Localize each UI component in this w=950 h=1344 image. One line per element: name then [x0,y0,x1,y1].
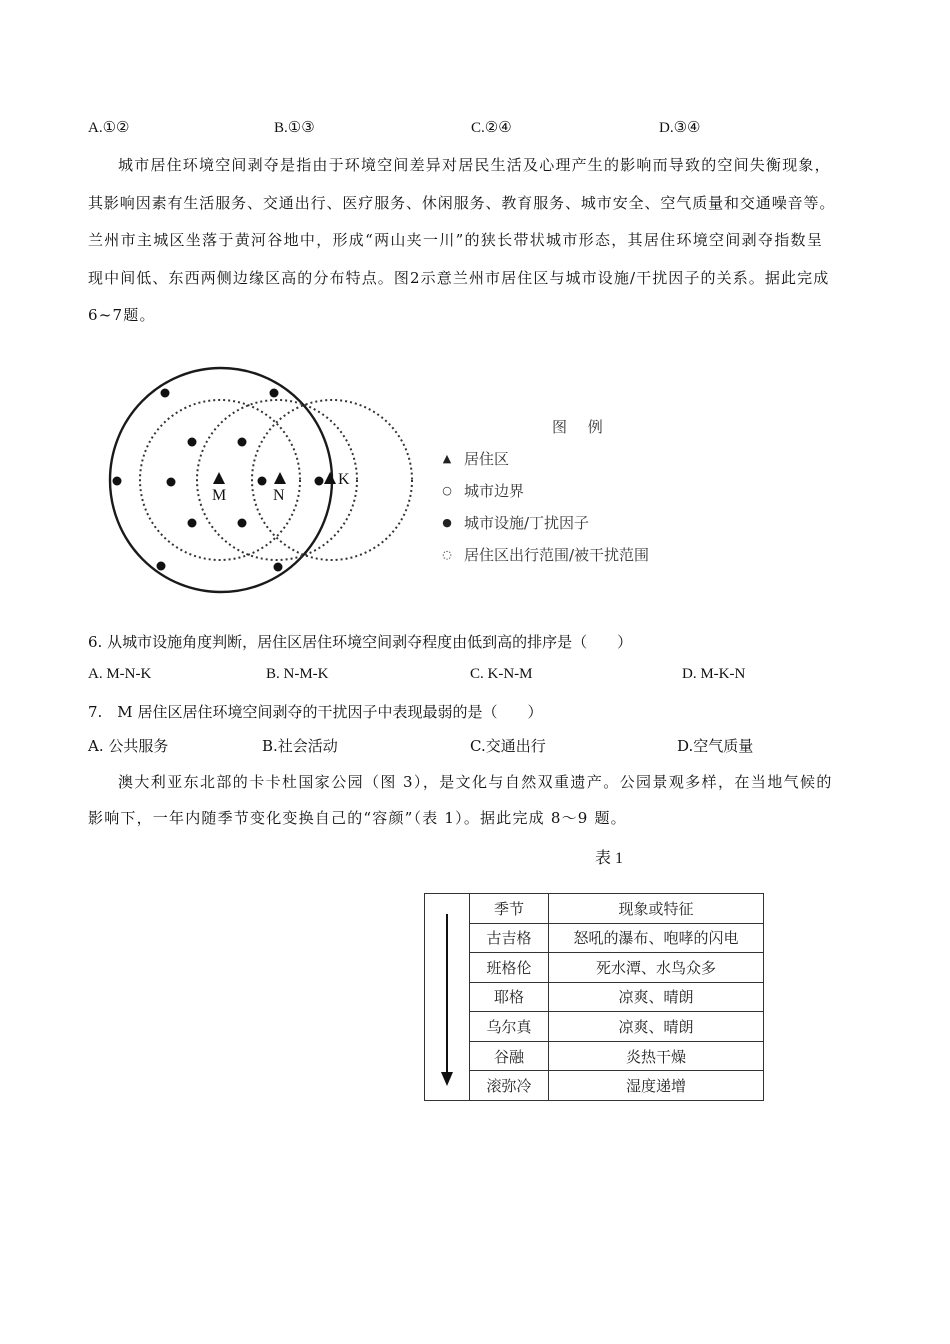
legend-label: 城市边界 [464,482,525,500]
table-row [425,1071,764,1101]
open-circle-icon: ○ [442,484,452,497]
kakadu-line-1: 澳大利亚东北部的卡卡杜国家公园（图 3），是文化与自然双重遗产。公园景观多样，在当地气候的 [118,773,833,791]
legend-item-city-boundary [440,480,649,501]
legend-label: 城市设施/丁扰因子 [464,514,590,532]
table-row [425,982,764,1012]
q7-option-a: A. 公共服务 [88,737,169,755]
season-name: 滚弥冷 [470,1071,549,1101]
legend-item-facility [440,512,649,533]
question-7-stem: 7. M 居住区居住环境空间剥夺的干扰因子中表现最弱的是（ ） [88,703,543,721]
intro-line-3: 兰州市主城区坐落于黄河谷地中，形成“两山夹一川”的狭长带状城市形态，其居住环境空间剥夺指数呈 [88,231,824,249]
residence-k-triangle [324,472,336,484]
season-feature: 炎热干燥 [549,1041,764,1071]
label-m: M [212,487,227,504]
q6-option-b: B. N-M-K [266,666,329,682]
legend-title: 图 例 [552,418,611,436]
season-name: 乌尔真 [470,1012,549,1042]
residence-m-triangle [213,472,225,484]
table-row [425,1041,764,1071]
prev-option-a: A.①② [88,120,130,136]
intro-line-2: 其影响因素有生活服务、交通出行、医疗服务、休闲服务、教育服务、城市安全、空气质量和交通噪音等。 [88,194,836,212]
season-feature: 凉爽、晴朗 [549,1012,764,1042]
table-row [425,953,764,983]
legend-item-residence [440,448,649,469]
label-n: N [273,487,285,504]
time-arrow-cell [425,894,470,1101]
table-row [425,1012,764,1042]
table-row [425,923,764,953]
q6-option-d: D. M-K-N [682,666,746,682]
table-1-caption: 表 1 [595,850,624,867]
filled-dot-icon: ● [442,516,452,529]
season-name: 班格伦 [470,953,549,983]
header-season: 季节 [470,894,549,924]
legend-label: 居住区出行范围/被干扰范围 [464,546,650,564]
residence-n-triangle [274,472,286,484]
dotted-circle-icon: ◌ [442,548,452,561]
season-feature: 死水潭、水鸟众多 [549,953,764,983]
triangle-icon: ▲ [442,452,452,465]
prev-option-b: B.①③ [274,120,315,136]
label-k: K [338,471,350,488]
legend [440,448,649,565]
table-1-seasons [424,893,764,1101]
season-feature: 怒吼的瀑布、咆哮的闪电 [549,923,764,953]
season-name: 耶格 [470,982,549,1012]
header-feature: 现象或特征 [549,894,764,924]
q6-option-c: C. K-N-M [470,666,533,682]
season-name: 古吉格 [470,923,549,953]
season-feature: 湿度递增 [549,1071,764,1101]
legend-label: 居住区 [464,450,510,468]
legend-item-range [440,544,649,565]
table-header-row [425,894,764,924]
question-6-stem: 6. 从城市设施角度判断，居住区居住环境空间剥夺程度由低到高的排序是（ ） [88,633,633,651]
figure-2-diagram [100,362,690,602]
season-feature: 凉爽、晴朗 [549,982,764,1012]
q7-option-d: D.空气质量 [677,737,754,755]
prev-option-d: D.③④ [659,120,701,136]
q7-option-c: C.交通出行 [470,737,546,755]
intro-line-5: 6~7题。 [88,306,156,324]
q6-option-a: A. M-N-K [88,666,152,682]
intro-line-4: 现中间低、东西两侧边缘区高的分布特点。图2示意兰州市居住区与城市设施/干扰因子的关系。据此完成 [88,269,830,287]
q7-option-b: B.社会活动 [262,737,338,755]
down-arrow-icon [425,894,469,1100]
season-name: 谷融 [470,1041,549,1071]
intro-line-1: 城市居住环境空间剥夺是指由于环境空间差异对居民生活及心理产生的影响而导致的空间失衡现象， [118,156,831,174]
prev-option-c: C.②④ [471,120,512,136]
kakadu-line-2: 影响下，一年内随季节变化变换自己的“容颜”（表 1）。据此完成 8～9 题。 [88,809,627,827]
